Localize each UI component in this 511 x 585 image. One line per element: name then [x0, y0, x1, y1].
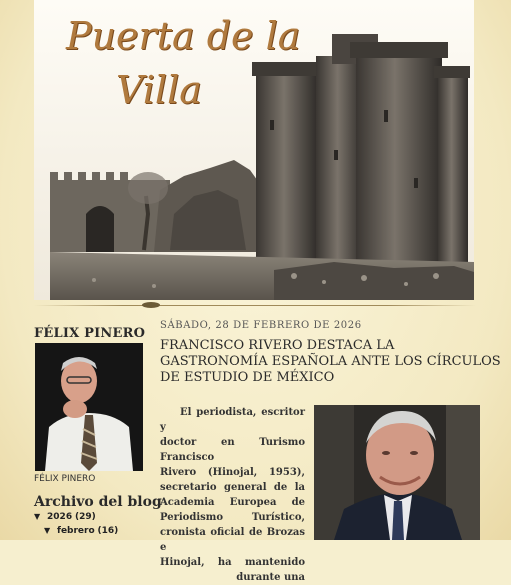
post-title-line[interactable]: FRANCISCO RIVERO DESTACA LA: [160, 338, 395, 353]
post-body-line: cronista oficial de Brozas e: [160, 527, 305, 553]
triangle-down-icon[interactable]: ▼: [44, 526, 51, 535]
post-title[interactable]: [160, 338, 501, 386]
post-title-line[interactable]: DE ESTUDIO DE MÉXICO: [160, 370, 335, 385]
post-body: [160, 405, 305, 585]
author-photo[interactable]: [35, 343, 143, 471]
archive-month-item[interactable]: [44, 526, 118, 536]
archive-year-item[interactable]: [34, 512, 96, 522]
archive-year-label[interactable]: 2026: [47, 512, 73, 522]
post-body-line: El periodista, escritor y: [160, 407, 305, 433]
archive-year-count: (29): [74, 512, 96, 522]
post-body-line: Rivero (Hinojal, 1953),: [160, 467, 305, 478]
triangle-down-icon[interactable]: ▼: [34, 512, 41, 521]
archive-month-count: (16): [97, 526, 119, 536]
author-caption: FÉLIX PINERO: [34, 474, 96, 484]
post-photo[interactable]: [314, 405, 480, 540]
blog-title-line1[interactable]: Puerta de la: [66, 14, 301, 58]
post-body-line: doctor en Turismo Francisco: [160, 437, 305, 463]
divider-ornament: [142, 302, 160, 308]
post-title-line[interactable]: GASTRONOMÍA ESPAÑOLA ANTE LOS CÍRCULOS: [160, 354, 501, 369]
author-portrait: [35, 343, 143, 471]
archive-month-label[interactable]: febrero: [57, 526, 95, 536]
post-body-line: secretario general de la: [160, 482, 305, 493]
post-date: SÁBADO, 28 DE FEBRERO DE 2026: [160, 320, 362, 331]
blog-header[interactable]: [34, 0, 474, 300]
post-portrait: [314, 405, 480, 540]
post-body-line: Periodismo Turístico,: [160, 512, 305, 523]
archive-heading: Archivo del blog: [34, 494, 162, 510]
post-body-line: Hinojal, ha mantenido: [160, 557, 305, 568]
sidebar-author-heading: FÉLIX PINERO: [34, 326, 146, 341]
post-body-line: durante una: [236, 572, 305, 583]
post-body-line: Academia Europea de: [160, 497, 305, 508]
blog-title-line2[interactable]: Villa: [116, 68, 202, 112]
header-divider: [34, 305, 476, 306]
